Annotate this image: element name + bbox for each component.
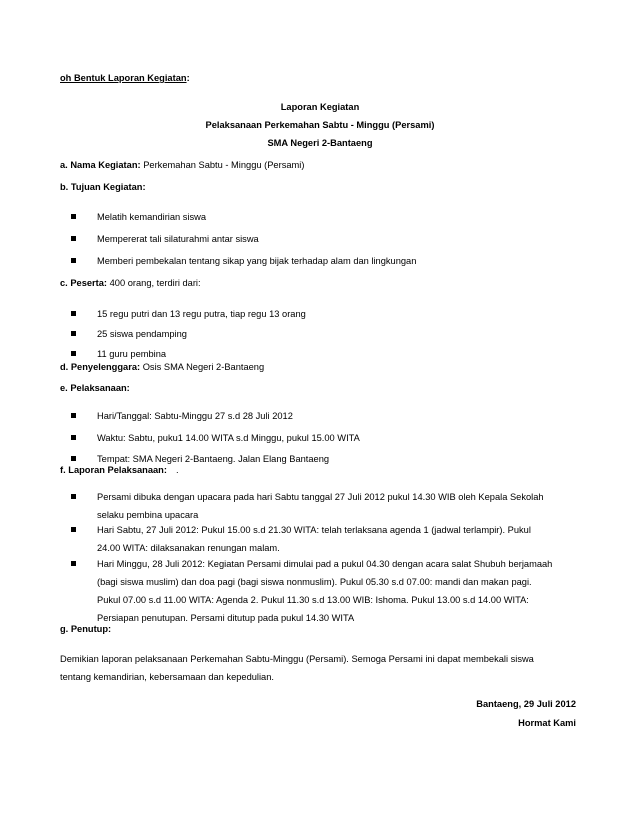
list-item: 11 guru pembina [97, 349, 167, 359]
bullet-icon [71, 311, 76, 316]
bullet-icon [71, 258, 76, 263]
intro-text: oh Bentuk Laporan Kegiatan [60, 73, 187, 83]
list-item-line: Hari Minggu, 28 Juli 2012: Kegiatan Persami dimulai pad a pukul 04.30 dengan acara salat Shubuh berjamaah [97, 559, 553, 569]
list-item: Mempererat tali silaturahmi antar siswa [97, 234, 259, 244]
section-d [60, 361, 264, 373]
signature-closing: Hormat Kami [518, 718, 576, 728]
section-e-label: e. Pelaksanaan: [60, 383, 130, 393]
list-item: Melatih kemandirian siswa [97, 212, 207, 222]
bullet-icon [71, 214, 76, 219]
section-f [60, 464, 179, 476]
report-subtitle: Pelaksanaan Perkemahan Sabtu - Minggu (Persami) [205, 120, 435, 130]
bullet-icon [71, 435, 76, 440]
bullet-icon [71, 331, 76, 336]
list-item-line: selaku pembina upacara [97, 510, 199, 520]
section-d-label: d. Penyelenggara: [60, 362, 141, 372]
intro-colon: : [186, 73, 190, 83]
bullet-icon [71, 456, 76, 461]
bullet-icon [71, 527, 76, 532]
report-school: SMA Negeri 2-Bantaeng [267, 138, 373, 148]
list-item: Hari/Tanggal: Sabtu-Minggu 27 s.d 28 Juli 2012 [97, 411, 293, 421]
report-title: Laporan Kegiatan [280, 102, 360, 112]
list-item: 25 siswa pendamping [97, 329, 187, 339]
section-a [60, 159, 304, 171]
bullet-icon [71, 561, 76, 566]
section-f-dot: . [175, 465, 179, 475]
section-d-value: Osis SMA Negeri 2-Bantaeng [142, 362, 265, 372]
list-item: Tempat: SMA Negeri 2-Bantaeng. Jalan Elang Bantaeng [97, 454, 330, 464]
list-item: Waktu: Sabtu, puku1 14.00 WITA s.d Minggu, pukul 15.00 WITA [97, 433, 360, 443]
section-c [60, 277, 201, 289]
list-item: Memberi pembekalan tentang sikap yang bijak terhadap alam dan lingkungan [97, 256, 417, 266]
list-item-line: 24.00 WITA: dilaksanakan renungan malam. [97, 543, 280, 553]
section-a-value: Perkemahan Sabtu - Minggu (Persami) [143, 160, 305, 170]
signature-place-date: Bantaeng, 29 Juli 2012 [476, 699, 576, 709]
bullet-icon [71, 236, 76, 241]
list-item-line: Persami dibuka dengan upacara pada hari Sabtu tanggal 27 Juli 2012 pukul 14.30 WIB oleh Kepala Sekolah [97, 492, 544, 502]
closing-paragraph-line: tentang kemandirian, kebersamaan dan kepedulian. [60, 672, 274, 682]
intro-heading [60, 72, 190, 84]
section-c-label: c. Peserta: [60, 278, 108, 288]
list-item: 15 regu putri dan 13 regu putra, tiap regu 13 orang [97, 309, 306, 319]
list-item-line: Hari Sabtu, 27 Juli 2012: Pukul 15.00 s.d 21.30 WITA: telah terlaksana agenda 1 (jadwal terlampir). Pukul [97, 525, 531, 535]
section-g-label: g. Penutup: [60, 624, 112, 634]
list-item-line: (bagi siswa muslim) dan doa pagi (bagi siswa nonmuslim). Pukul 05.30 s.d 07.00: mandi dan makan pagi. [97, 577, 532, 587]
list-item-line: Pukul 07.00 s.d 11.00 WITA: Agenda 2. Pukul 11.30 s.d 13.00 WIB: Ishoma. Pukul 13.00 s.d 14.00 WITA: [97, 595, 529, 605]
section-a-label: a. Nama Kegiatan: [60, 160, 141, 170]
bullet-icon [71, 413, 76, 418]
section-f-label: f. Laporan Pelaksanaan: [60, 465, 167, 475]
closing-paragraph-line: Demikian laporan pelaksanaan Perkemahan Sabtu-Minggu (Persami). Semoga Persami ini dapat membekali siswa [60, 654, 534, 664]
section-b-label: b. Tujuan Kegiatan: [60, 182, 146, 192]
section-c-value: 400 orang, terdiri dari: [109, 278, 201, 288]
bullet-icon [71, 351, 76, 356]
list-item-line: Persiapan penutupan. Persami ditutup pada pukul 14.30 WITA [97, 613, 355, 623]
bullet-icon [71, 494, 76, 499]
